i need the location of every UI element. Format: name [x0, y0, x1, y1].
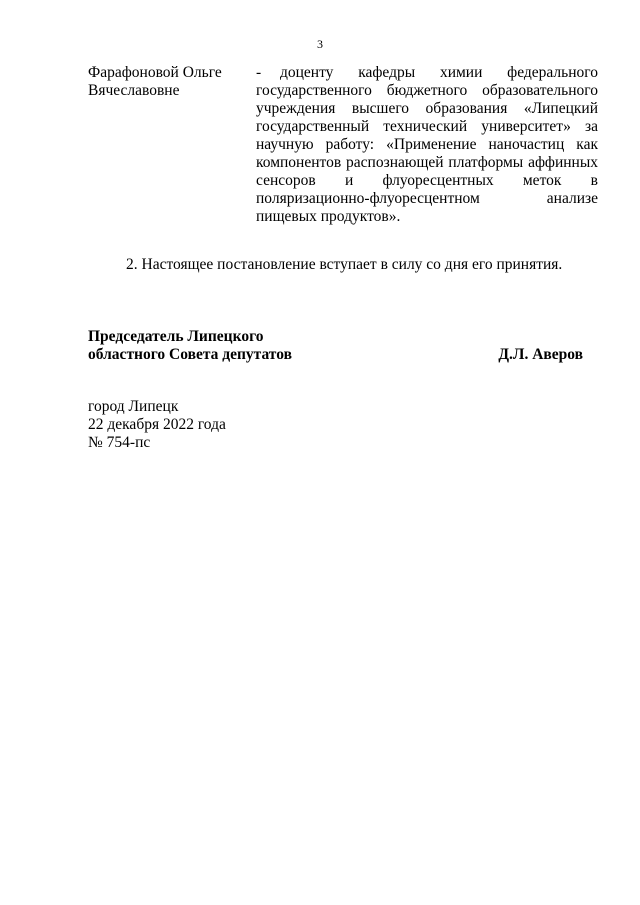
- recipient-name-line2: Вячеславовне: [88, 82, 180, 99]
- signer-name: Д.Л. Аверов: [498, 346, 583, 363]
- footer-city: город Липецк: [88, 398, 179, 415]
- page-number: 3: [317, 37, 323, 51]
- footer-date: 22 декабря 2022 года: [88, 416, 226, 433]
- clause-2: 2. Настоящее постановление вступает в силу со дня его принятия.: [126, 256, 563, 273]
- document-footer: [88, 398, 226, 452]
- recipient-name-line1: Фарафоновой Ольге: [88, 64, 222, 81]
- signature-block: [88, 328, 583, 364]
- signer-title-line2: областного Совета депутатов: [88, 346, 292, 363]
- recipient-name: [88, 64, 248, 100]
- signer-title-line1: Председатель Липецкого: [88, 328, 264, 345]
- dash-separator: -: [256, 64, 262, 81]
- footer-number: № 754-пс: [88, 434, 151, 451]
- award-description: доценту кафедры химии федерального государственного бюджетного образовательного учреждения высшего образования «Липецкий государственный технический университет» за научную работу: «Применение наночастиц как компонентов распознающей платформы аффинных сенсоров и флуоресцентных меток в поляризационно-флуоресцентном анализе пищевых продуктов».: [256, 64, 598, 225]
